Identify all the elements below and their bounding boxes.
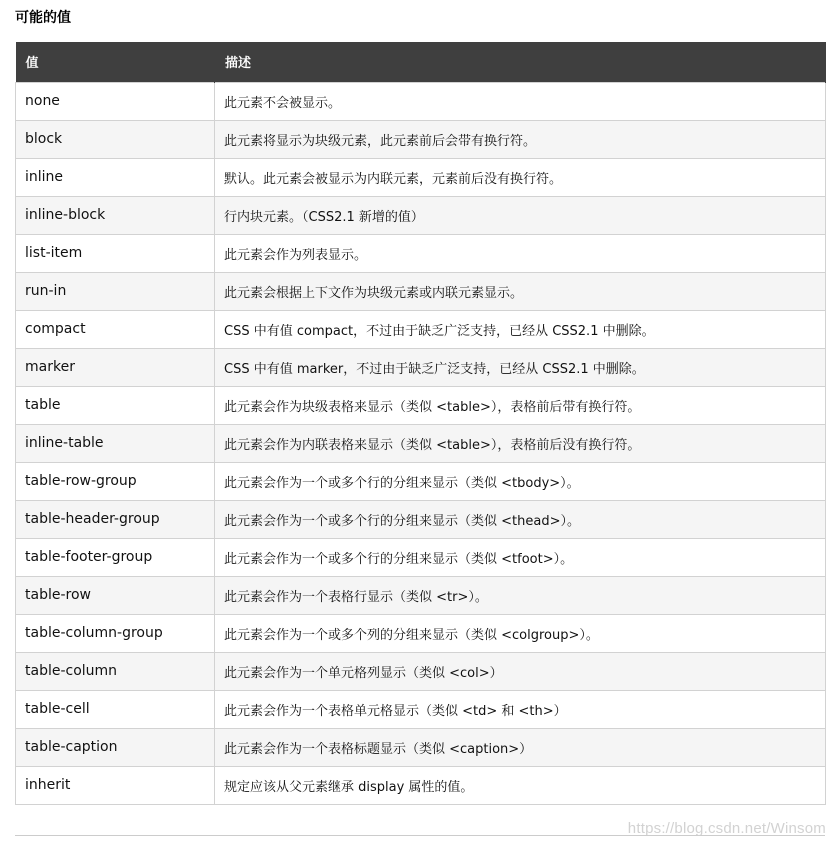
- description-cell: CSS 中有值 compact，不过由于缺乏广泛支持，已经从 CSS2.1 中删除。: [215, 310, 826, 348]
- table-row: [16, 386, 826, 424]
- header-description: 描述: [215, 42, 826, 82]
- value-cell: block: [16, 120, 215, 158]
- table-row: [16, 576, 826, 614]
- description-cell: 此元素不会被显示。: [215, 82, 826, 120]
- table-row: [16, 614, 826, 652]
- description-cell: 此元素会作为一个或多个列的分组来显示（类似 <colgroup>）。: [215, 614, 826, 652]
- table-row: [16, 462, 826, 500]
- table-row: [16, 158, 826, 196]
- value-cell: table-row: [16, 576, 215, 614]
- value-cell: none: [16, 82, 215, 120]
- value-cell: table-cell: [16, 690, 215, 728]
- description-cell: 此元素会作为一个表格标题显示（类似 <caption>）: [215, 728, 826, 766]
- value-cell: table-header-group: [16, 500, 215, 538]
- description-cell: 此元素会作为一个或多个行的分组来显示（类似 <thead>）。: [215, 500, 826, 538]
- description-cell: 此元素会根据上下文作为块级元素或内联元素显示。: [215, 272, 826, 310]
- value-cell: list-item: [16, 234, 215, 272]
- value-cell: inline-table: [16, 424, 215, 462]
- value-cell: inline: [16, 158, 215, 196]
- header-row: [16, 42, 826, 82]
- table-body: [16, 82, 826, 804]
- section-title: 可能的值: [15, 10, 71, 26]
- table-row: [16, 348, 826, 386]
- value-cell: inherit: [16, 766, 215, 804]
- table-row: [16, 196, 826, 234]
- table-row: [16, 120, 826, 158]
- value-cell: marker: [16, 348, 215, 386]
- description-cell: 规定应该从父元素继承 display 属性的值。: [215, 766, 826, 804]
- description-cell: 此元素将显示为块级元素，此元素前后会带有换行符。: [215, 120, 826, 158]
- description-cell: 此元素会作为一个表格行显示（类似 <tr>）。: [215, 576, 826, 614]
- description-cell: CSS 中有值 marker，不过由于缺乏广泛支持，已经从 CSS2.1 中删除。: [215, 348, 826, 386]
- header-value: 值: [16, 42, 215, 82]
- description-cell: 此元素会作为一个或多个行的分组来显示（类似 <tfoot>）。: [215, 538, 826, 576]
- description-cell: 此元素会作为一个或多个行的分组来显示（类似 <tbody>）。: [215, 462, 826, 500]
- value-cell: inline-block: [16, 196, 215, 234]
- description-cell: 此元素会作为内联表格来显示（类似 <table>），表格前后没有换行符。: [215, 424, 826, 462]
- value-cell: table-footer-group: [16, 538, 215, 576]
- description-cell: 此元素会作为列表显示。: [215, 234, 826, 272]
- table-row: [16, 424, 826, 462]
- value-cell: table: [16, 386, 215, 424]
- table-row: [16, 728, 826, 766]
- watermark: https://blog.csdn.net/Winsom: [627, 820, 826, 837]
- table-row: [16, 310, 826, 348]
- table-row: [16, 766, 826, 804]
- values-table: [15, 42, 826, 805]
- table-header: [16, 42, 826, 82]
- value-cell: table-row-group: [16, 462, 215, 500]
- description-cell: 行内块元素。（CSS2.1 新增的值）: [215, 196, 826, 234]
- value-cell: run-in: [16, 272, 215, 310]
- value-cell: table-column: [16, 652, 215, 690]
- table-row: [16, 538, 826, 576]
- value-cell: table-caption: [16, 728, 215, 766]
- table-row: [16, 82, 826, 120]
- description-cell: 此元素会作为块级表格来显示（类似 <table>），表格前后带有换行符。: [215, 386, 826, 424]
- description-cell: 此元素会作为一个单元格列显示（类似 <col>）: [215, 652, 826, 690]
- value-cell: compact: [16, 310, 215, 348]
- table-row: [16, 690, 826, 728]
- table-row: [16, 234, 826, 272]
- table-row: [16, 500, 826, 538]
- table-row: [16, 652, 826, 690]
- description-cell: 此元素会作为一个表格单元格显示（类似 <td> 和 <th>）: [215, 690, 826, 728]
- description-cell: 默认。此元素会被显示为内联元素，元素前后没有换行符。: [215, 158, 826, 196]
- value-cell: table-column-group: [16, 614, 215, 652]
- table-row: [16, 272, 826, 310]
